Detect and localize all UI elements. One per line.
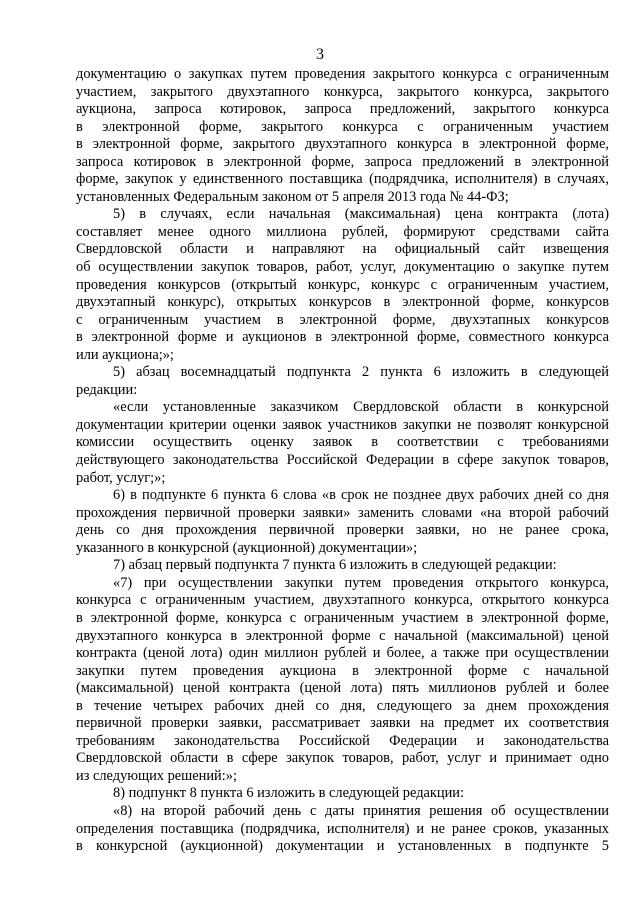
text-line: «если установленные заказчиком Свердловской области в конкурсной [113,399,609,416]
text-line: аукциона, запроса котировок, запроса предложений, закрытого конкурса [76,101,609,118]
text-line: двухэтапный конкурс), открытых конкурсов в электронной форме, конкурсов [76,294,609,311]
text-line: двухэтапного конкурса в электронной форме с начальной (максимальной) ценой [76,627,609,644]
text-line: из следующих решений:»; [76,767,237,784]
text-line: конкурса с ограниченным участием, двухэтапного конкурса, открытого конкурса [76,592,609,609]
text-line: запроса котировок в электронной форме, запроса предложений в электронной [76,153,609,170]
text-line: «8) на второй рабочий день с даты принятия решения об осуществлении [113,802,609,819]
text-line: контракта (ценой лота) один миллион рублей и более, а также при осуществлении [76,645,609,662]
text-line: требованиям законодательства Российской Федерации и законодательства [76,732,609,749]
text-line: работ, услуг;»; [76,469,166,486]
text-line: документации критерии оценки заявок участников закупки не позволят конкурсной [76,416,609,433]
text-line: участием, закрытого двухэтапного конкурса, закрытого конкурса, закрытого [76,83,609,100]
text-line: в конкурсной (аукционной) документации и установленных в подпункте 5 [76,838,609,855]
text-line: «7) при осуществлении закупки путем проведения открытого конкурса, [113,574,609,591]
text-line: в течение четырех рабочих дней со дня, следующего за днем прохождения [76,697,609,714]
text-line: в электронной форме, закрытого двухэтапного конкурса в электронной форме, [76,136,609,153]
text-line: указанного в конкурсной (аукционной) документации»; [76,539,418,556]
text-line: редакции: [76,381,138,398]
text-line: 6) в подпункте 6 пункта 6 слова «в срок не позднее двух рабочих дней со дня [113,487,609,504]
text-line: (максимальной) ценой контракта (ценой лота) пять миллионов рублей и более [76,680,609,697]
text-line: закупки путем проведения аукциона в электронной форме с начальной [76,662,609,679]
text-line: проведения конкурсов (открытый конкурс, конкурс с ограниченным участием, [76,276,609,293]
text-line: документацию о закупках путем проведения закрытого конкурса с ограниченным [76,66,609,82]
text-line: Свердловской области в сфере закупок товаров, работ, услуг и принимает одно [76,750,609,767]
page-number: 3 [316,46,324,63]
text-line: 8) подпункт 8 пункта 6 изложить в следующей редакции: [113,785,464,802]
text-line: 5) абзац восемнадцатый подпункта 2 пункта 6 изложить в следующей [113,364,609,381]
text-line: установленных Федеральным законом от 5 апреля 2013 года № 44-ФЗ; [76,188,509,205]
text-line: день со дня прохождения первичной проверки заявки, но не ранее срока, [76,522,609,539]
text-line: первичной проверки заявки, рассматривает заявки на предмет их соответствия [76,715,609,732]
text-line: прохождения первичной проверки заявки» заменить словами «на второй рабочий [76,504,609,521]
text-line: определения поставщика (подрядчика, исполнителя) и не ранее сроков, указанных [76,820,609,837]
text-line: Свердловской области и направляют на официальный сайт извещения [76,241,609,258]
text-line: в электронной форме, закрытого конкурса с ограниченным участием [76,118,609,135]
text-line: об осуществлении закупок товаров, работ, услуг, документацию о закупке путем [76,259,609,276]
text-line: форме, закупок у единственного поставщика (подрядчика, исполнителя) в случаях, [76,171,609,188]
text-line: с ограниченным участием в электронной форме, двухэтапных конкурсов [76,311,609,328]
text-line: составляет менее одного миллиона рублей, формируют средствами сайта [76,223,609,240]
text-line: 7) абзац первый подпункта 7 пункта 6 изложить в следующей редакции: [113,557,557,574]
text-line: 5) в случаях, если начальная (максимальная) цена контракта (лота) [113,206,609,223]
text-line: в электронной форме и аукционов в электронной форме, совместного конкурса [76,329,609,346]
text-line: в электронной форме, конкурса с ограниченным участием в электронной форме, [76,609,609,626]
text-line: действующего законодательства Российской Федерации в сфере закупок товаров, [76,452,609,469]
document-body [76,66,609,856]
text-line: комиссии осуществить оценку заявок в соответствии с требованиями [76,434,609,451]
text-line: или аукциона;»; [76,346,174,363]
